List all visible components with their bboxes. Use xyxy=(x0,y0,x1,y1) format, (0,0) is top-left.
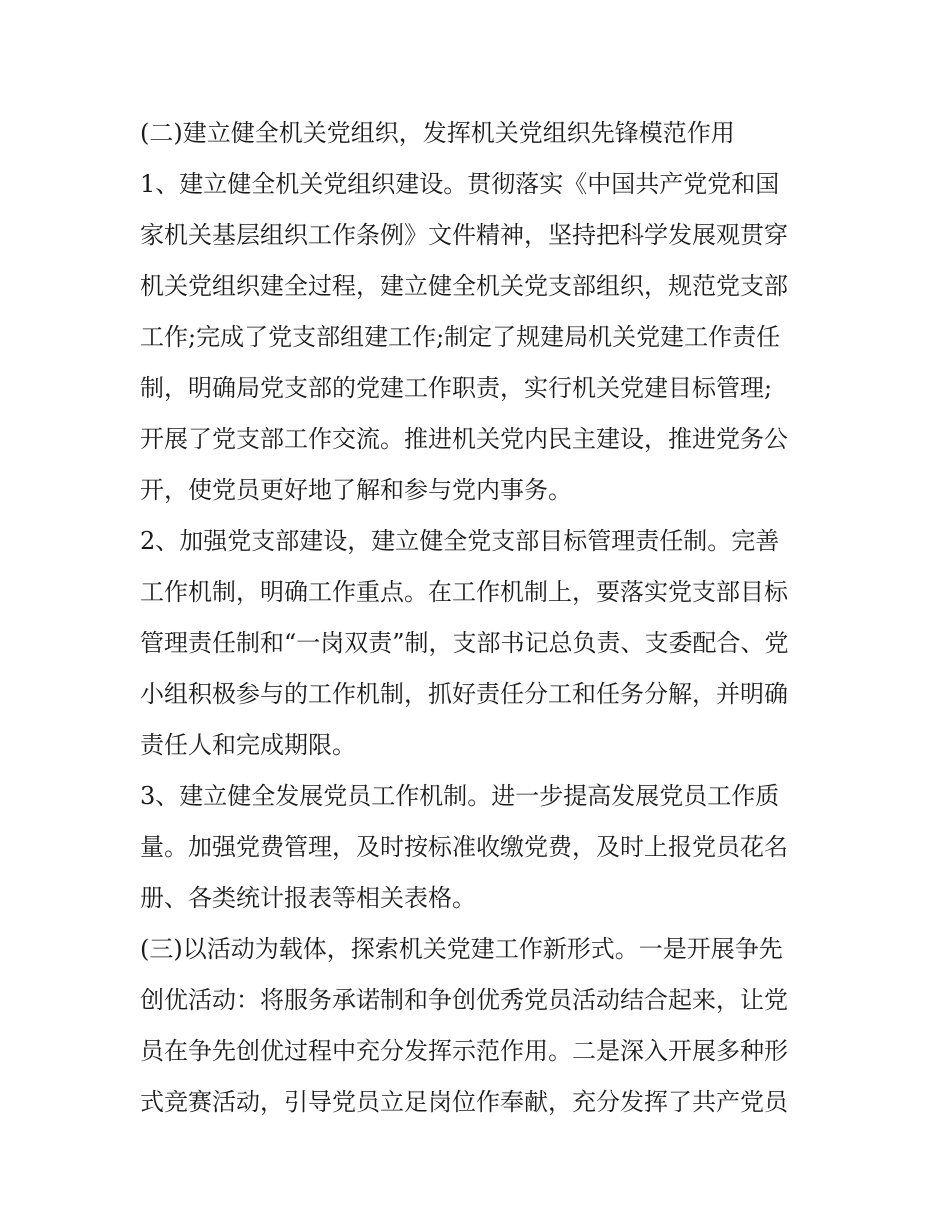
text-line: 员在争先创优过程中充分发挥示范作用。二是深入开展多种形 xyxy=(140,1037,788,1065)
document-body xyxy=(140,108,812,1128)
text-line: 家机关基层组织工作条例》文件精神，坚持把科学发展观贯穿 xyxy=(140,221,788,249)
text-line: 量。加强党费管理，及时按标准收缴党费，及时上报党员花名 xyxy=(140,833,788,861)
text-line: 册、各类统计报表等相关表格。 xyxy=(140,884,476,912)
text-line: 责任人和完成期限。 xyxy=(140,731,356,759)
text-line: 机关党组织建全过程，建立健全机关党支部组织，规范党支部 xyxy=(140,272,788,300)
text-line: 创优活动：将服务承诺制和争创优秀党员活动结合起来，让党 xyxy=(140,986,788,1014)
text-line: 式竞赛活动，引导党员立足岗位作奉献，充分发挥了共产党员 xyxy=(140,1088,788,1116)
text-line: (二)建立健全机关党组织，发挥机关党组织先锋模范作用 xyxy=(140,119,735,147)
text-line: (三)以活动为载体，探索机关党建工作新形式。一是开展争先 xyxy=(140,935,783,963)
text-line: 2、加强党支部建设，建立健全党支部目标管理责任制。完善 xyxy=(140,527,780,555)
text-line: 管理责任制和“一岗双责”制，支部书记总负责、支委配合、党 xyxy=(140,629,789,657)
text-line: 1、建立健全机关党组织建设。贯彻落实《中国共产党党和国 xyxy=(140,170,780,198)
text-line: 工作;完成了党支部组建工作;制定了规建局机关党建工作责任 xyxy=(140,323,781,351)
text-line: 小组积极参与的工作机制，抓好责任分工和任务分解，并明确 xyxy=(140,680,788,708)
text-line: 开，使党员更好地了解和参与党内事务。 xyxy=(140,476,572,504)
text-line: 3、建立健全发展党员工作机制。进一步提高发展党员工作质 xyxy=(140,782,780,810)
text-line: 工作机制，明确工作重点。在工作机制上，要落实党支部目标 xyxy=(140,578,788,606)
text-line: 开展了党支部工作交流。推进机关党内民主建设，推进党务公 xyxy=(140,425,788,453)
text-line: 制，明确局党支部的党建工作职责，实行机关党建目标管理; xyxy=(140,374,773,402)
